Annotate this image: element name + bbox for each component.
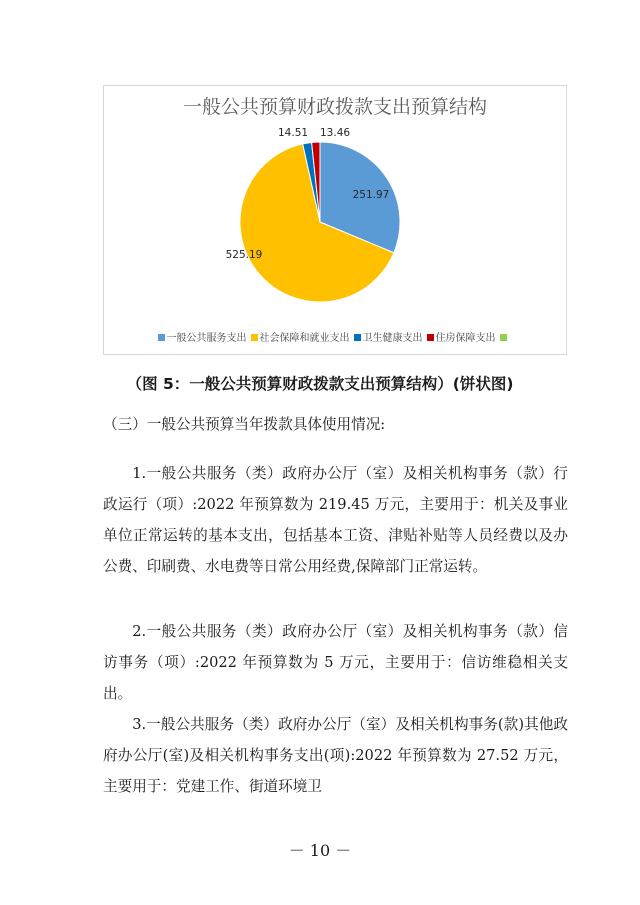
data-label-4: 13.46 bbox=[320, 127, 351, 139]
paragraph-3: 3.一般公共服务（类）政府办公厅（室）及相关机构事务(款)其他政府办公厅(室)及相关机构事务支出(项):2022 年预算数为 27.52 万元，主要用于：党建工作、街道环境卫 bbox=[103, 716, 568, 795]
page-number: － 10 － bbox=[288, 841, 352, 860]
legend-label: 一般公共服务支出 bbox=[166, 333, 247, 344]
legend-item-3 bbox=[354, 329, 423, 344]
pie-chart bbox=[103, 85, 567, 355]
paragraph-2: 2.一般公共服务（类）政府办公厅（室）及相关机构事务（款）信访事务（项）:2022 年预算数为 5 万元，主要用于：信访维稳相关支出。 bbox=[103, 623, 568, 702]
legend-item-4 bbox=[427, 329, 496, 344]
data-label-1: 251.97 bbox=[352, 189, 390, 201]
legend-swatch bbox=[158, 334, 165, 341]
legend-item-1 bbox=[158, 329, 247, 344]
figure-caption: （图 5：一般公共预算财政拨款支出预算结构）(饼状图) bbox=[126, 375, 514, 393]
legend-label: 住房保障支出 bbox=[435, 333, 496, 344]
chart-title: 一般公共预算财政拨款支出预算结构 bbox=[182, 96, 487, 118]
pie-svg bbox=[104, 86, 566, 354]
legend-label: 社会保障和就业支出 bbox=[259, 333, 350, 344]
legend-label: 卫生健康支出 bbox=[362, 333, 423, 344]
legend-swatch bbox=[354, 334, 361, 341]
paragraph-1: 1.一般公共服务（类）政府办公厅（室）及相关机构事务（款）行政运行（项）:2022 年预算数为 219.45 万元，主要用于：机关及事业单位正常运转的基本支出，包括基本工资、津贴补贴等人员经费以及办公费、印刷费、水电费等日常公用经费,保障部门正常运转。 bbox=[103, 465, 568, 575]
chart-legend bbox=[104, 329, 566, 344]
legend-swatch bbox=[500, 334, 507, 341]
legend-item-5 bbox=[500, 333, 509, 344]
legend-swatch bbox=[251, 334, 258, 341]
section-heading: （三）一般公共预算当年拨款具体使用情况: bbox=[103, 416, 386, 433]
data-label-3: 14.51 bbox=[278, 127, 309, 139]
legend-item-2 bbox=[251, 329, 350, 344]
legend-swatch bbox=[427, 334, 434, 341]
data-label-2: 525.19 bbox=[225, 249, 263, 261]
